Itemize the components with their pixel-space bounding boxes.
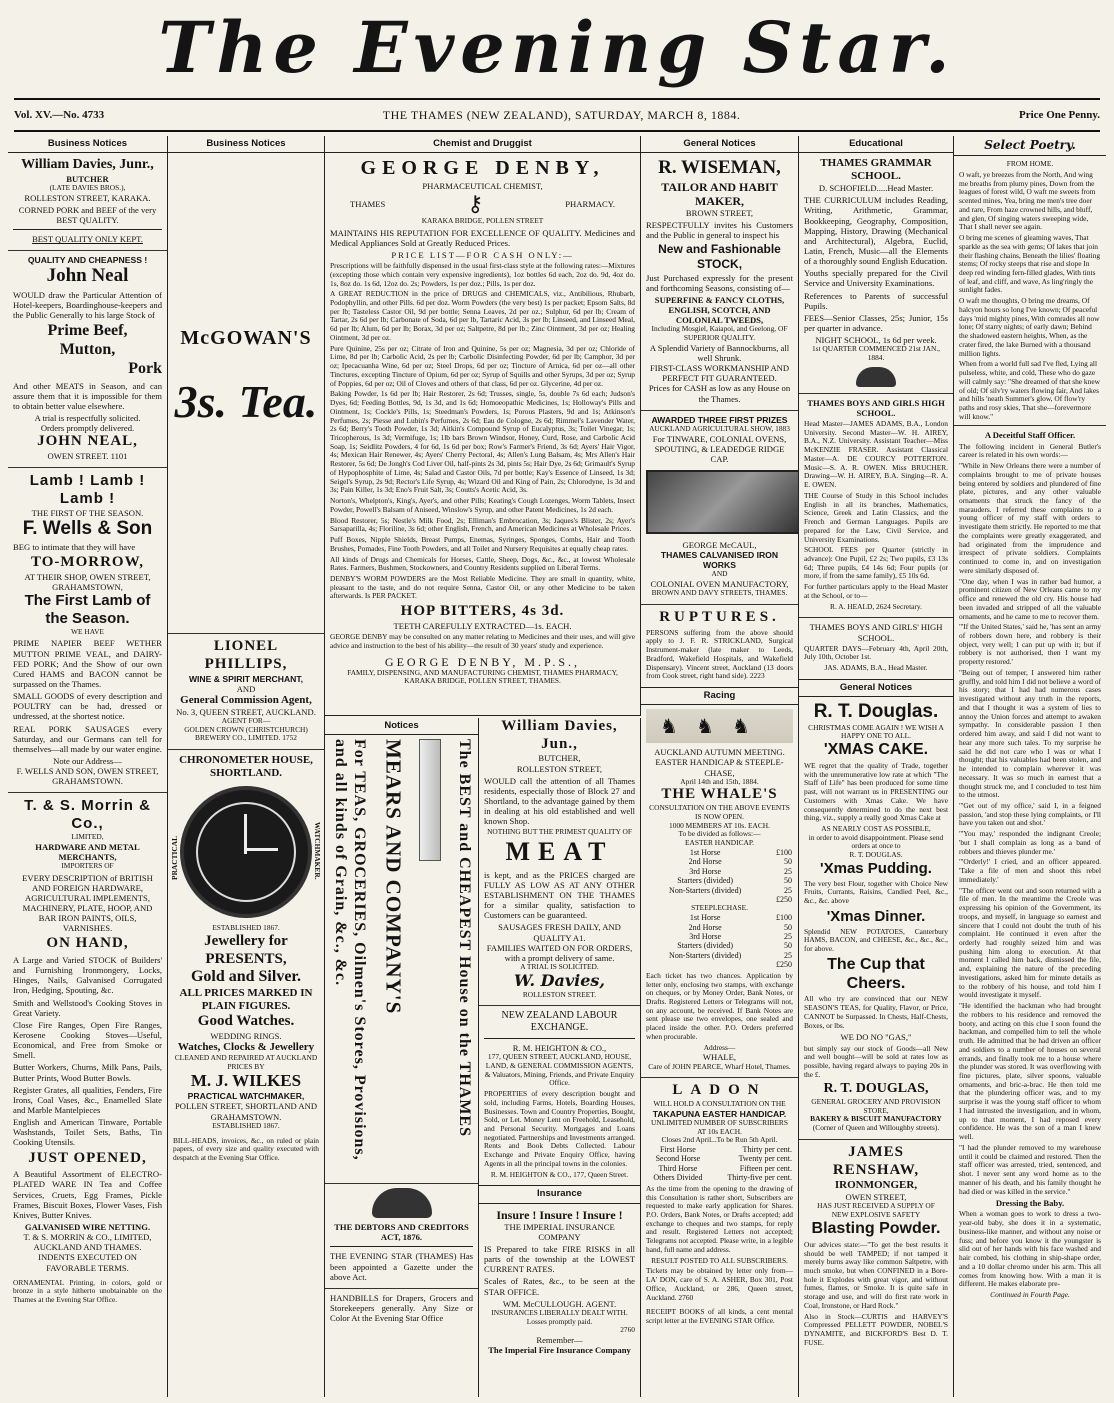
note: A trial is respectfully solicited. [34,413,141,424]
address: ROLLESTON STREET, KARAKA. [24,192,151,203]
colonial-oven-illustration [646,470,799,534]
trade: THAMES CALVANISED IRON WORKS [660,550,779,571]
signature: R. M. HEIGHTON & CO., 177, Queen Street. [490,1169,629,1179]
body: Norton's, Whelpton's, King's, Ayer's, and other Pills; Keating's Cough Lozenges, Worm Tablets, Insect Powder, Powell's Balsam of Aniseed, Winslow's Syrup, and other Patent Medicines, 1s 2d each. [330,496,635,514]
ad-receipt-books: RECEIPT BOOKS of all kinds, a cent mental script letter at the EVENING STAR Office. [646,1307,793,1326]
note: AGENT FOR— [221,715,271,725]
article-paragraph: "I had the plunder removed to my warehouse until it could be claimed and restored. Then the staff officer was arrested, tried, sentenced, and shot. I never sent any word home as to the manner of his death, and his family thought he had died or was killed in the service." [959,1142,1101,1196]
dateline [14,98,1100,132]
body: And other MEATS in Season, and can assure them that it is impossible for them to obtain better value elsewhere. [13,380,162,412]
body: References to Parents of successful Pupils. [804,290,948,311]
ad-imperial-insurance [484,1208,635,1356]
body: NEW EXPLOSIVE SAFETY [831,1210,921,1220]
body: THE Course of Study in this School includes English in all its branches, Mathematics, Science, Greek and Latin Classics, and the French and German Languages. Pupils are prepared for the Law, Civil Service, and University Examinations. [804,490,948,544]
body: Scales of Rates, &c., to be seen at the STAR OFFICE. [484,1276,635,1297]
headline: TAKAPUNA EASTER HANDICAP. [652,1108,787,1119]
body: As the time from the opening to the drawing of this Consultation is rather short, Subscribers are requested to make early application for Shares. P.O. Orders, Bank Notes, or Drafts accepted; add exchange to cheques and two stamps, for reply and result. Registered Letters not accepted; Telegrams not accepted. Please write, in a legible hand, full name and address. [646,1183,793,1254]
product: Mutton, [59,341,116,358]
body: Each ticket has two chances. Application by letter only, enclosing two stamps, with exchange on cheques, or by Money Order, Bank Notes, or Drafts. Registered Letters or Telegrams will not, on any account, be received. If Bank Notes are sent please use two envelopes, one sealed and placed inside the other. P.O. Orders preferred when procurable. [646,970,793,1041]
address: No. 3, QUEEN STREET, AUCKLAND. [176,706,316,717]
address: 177, QUEEN STREET, AUCKLAND, HOUSE, LAND, & GENERAL COMMISSION AGENTS, & Valuators, Mining, Friends, and Private Enquiry Office. [484,1052,635,1088]
body: SCHOOL FEES per Quarter (strictly in advance): One Pupil, £2 2s; Two pupils, £3 13s 6d; Three pupils, £4 14s 6d; Four pupils (or more, if from the same family), £5 10s 6d. [804,545,948,581]
trade: HARDWARE AND METAL MERCHANTS, [35,841,140,862]
body: Also in Stock—CURTIS and HARVEY'S Compressed PELLETT POWDER, NOBEL'S DYNAMITE, and BICKFORD'S Best D. T. FUSE. [804,1311,948,1347]
headline: THE DEBTORS AND CREDITORS ACT, 1876. [334,1222,469,1243]
note: April 14th and 15th, 1884. [680,776,759,786]
headline: Lamb ! Lamb ! Lamb ! [29,472,146,507]
body: REAL PORK SAUSAGES every Saturday, and our Germans can tell for themselves—all made by our water engine. [13,723,162,754]
ad-ladon [646,1082,793,1302]
trade: COLONIAL OVEN MANUFACTORY, [650,579,789,590]
advertiser-name: R. T. DOUGLAS, [823,1081,929,1097]
advertiser-name: William Davies, Junr., [21,157,154,173]
body: Including Mosgiel, Kaiapoi, and Geelong, OF SUPERIOR QUALITY. [651,324,788,343]
label: WATCHMAKER. [313,822,322,880]
article-paragraph: "'Get out of my office,' said I, in a feigned passion, 'and stop these lying complaints, or I'll have you taken out and shot.' [959,800,1101,828]
address: KARAKA BRIDGE, POLLEN STREET [421,215,544,225]
ad-handbills: HANDBILLS for Drapers, Grocers and Storekeepers generally. Any Size or Color At the Evening Star Office [330,1292,473,1324]
signature: T. & S. MORRIN & CO., LIMITED, AUCKLAND AND THAMES. [23,1232,152,1253]
article-paragraph: "'Orderly!' I cried, and an officer appeared. 'Take a file of men and shoot this rebel immediately.' [959,857,1101,884]
note: AUCKLAND AGRICULTURAL SHOW, 1883 [649,423,790,433]
column-chemist [325,136,641,716]
advertiser-name: THE IMPERIAL INSURANCE COMPANY [504,1221,615,1242]
article-paragraph: "Being out of temper, I answered him rather gruffly, and told him I did not believe a word of his story; that I had had numerous cases investigated without any truth in the reports, and that I thought it was a system of lies to annoy the Union forces and attempt to awaken sympathy. In considerable passion I then ordered him away, and said I did not want to hear any more such tales. To my surprise he said he did not care who I was or what I thought; that his valuables had been stolen, and he intended to complain wherever it was necessary. It was so much in earnest that a thought struck me, and I concluded to test him to the utmost. [959,667,1101,800]
advertiser-name: R. M. HEIGHTON & CO., [512,1042,607,1053]
body: The BEST and CHEAPEST House on the THAMES [456,739,473,1138]
address: OWEN STREET. 1101 [47,451,128,462]
headline: Jewellery for PRESENTS, [204,932,288,967]
article-paragraph: The following incident in General Butler's career is related in his own words:— [959,441,1101,460]
body: Tickets may be obtained by letter only from—LA' DON, care of S. A. ASHER, Box 301, Post Office, Auckland, or 286, Queen street, Auckland. 2760 [646,1266,793,1302]
ad-davies-jun [484,718,635,999]
headline: Blasting Powder. [811,1219,941,1237]
subhead: EASTER HANDICAP. [685,838,754,848]
body: Blood Restorer, 5s; Nestle's Milk Food, 2s; Elliman's Embrocation, 3s; Jaques's Blister, 2s; Ayer's Sarsaparilla, 4s; Floriline, 3s 6d; other English, French, and American Medicines at Wholesale Prices. [330,515,635,534]
signature: R. A. HEALD, 2624 Secretary. [830,601,922,611]
body: A GREAT REDUCTION in the price of DRUGS and CHEMICALS, viz., Antibilious, Rhubarb, Podophyllin, and other Pills. 6d per doz. Worm Powders (the very best) 1s per packet; Epsom Salts, 8d per lb; Tasteless Castor Oil, 9d per bottle; Senna Leaves, 2d per oz.; Sulphur, 6d per lb; Cream of Tartar, 2s 6d per lb; Carbonate of Soda, 6d per lb, Tartaric Acid, 3s per lb; Linseed, and Linseed Meal, 6d per lb; Alum, 6d per lb; Borax, 3d per oz; Saltpetre, 8d per lb.; Zinc Ointment, 3d per oz; Healing Ointment, 3d per oz. [330,289,635,342]
ad-mccaul [646,415,793,598]
advertiser-name: LIONEL PHILLIPS, [204,638,288,672]
body: Watches, Clocks & Jewellery [177,1040,315,1053]
note: ESTABLISHED 1867. [212,923,280,933]
product: GALVANISED WIRE NETTING. [24,1221,151,1232]
horse-race-illustration: ♞ ♞ ♞ [646,709,793,743]
column-notices [325,718,479,1397]
headline: WE DO NO "GAS," [840,1032,912,1043]
body: CLEANED AND REPAIRED AT AUCKLAND PRICES BY [174,1052,318,1071]
body: 1000 MEMBERS AT 10s. EACH. [669,820,770,830]
body: PRIME NAPIER BEEF WETHER MUTTON PRIME VEAL, and DAIRY-FED PORK; And the Show of our own Cured HAMS and BACON cannot be surpassed on the Thames. [13,638,162,689]
body: Close Fire Ranges, Open Fire Ranges, Kerosene Cooking Stoves—Useful, Economical, and Free from Smoke or Smell. [13,1019,162,1061]
note: IMPORTERS OF [61,860,114,870]
body: To be divided as follows:— [678,829,761,839]
signature: WHALE, [702,1052,737,1063]
trade: BAKERY & BISCUIT MANUFACTORY [810,1114,942,1124]
article-paragraph: "'You may,' responded the indignant Creole; 'but I shall complain as long as a band of robbers and thieves plunder me.' [959,829,1101,856]
headline: Good Watches. [197,1013,295,1030]
article-paragraph: "One day, when I was in rather bad humor, a prominent citizen of New Orleans came to my office and renewed the old cry. His house had been invaded and stripped of all the valuable ornaments, and he came to me to recover them. [959,576,1101,621]
ad-neal [13,255,162,461]
note: Closes 2nd April...To be Run 5th April. [661,1135,778,1145]
headline: Insure ! Insure ! Insure ! [496,1207,623,1222]
body: Register Grates, all qualities, Fenders, Fire Irons, Coal Vases, &c., Enamelled Slate and Marble Mantelpieces [13,1084,162,1116]
headline: AUCKLAND AUTUMN MEETING. [654,747,785,758]
body: SUPERFINE & FANCY CLOTHS, ENGLISH, SCOTCH, AND COLONIAL TWEEDS, [654,294,785,326]
body: CORNED PORK and BEEF of the very BEST QUALITY. [18,204,157,225]
section-heading: Business Notices [8,136,167,153]
body: WE regret that the quality of Trade, together with the unremunerative low rate at which "The Staff of Life" has been produced for some time past, will not warrant us in PRESENTING our Customers with Xmas Cake. We have consequently determined to do the next best thing, viz., supply a really good Xmas Cake at [804,760,948,823]
body: For TEAS, GROCERIES, Oilmen's Stores, Provisions, and all kinds of Grain, &c., &c. [331,739,368,1161]
body: SMALL GOODS of every description and POULTRY can be had, dressed or undressed, at the shortest notice. [13,691,162,722]
advertiser-name: LADON [672,1082,767,1099]
headline: ON HAND, [46,935,129,952]
body: WOULD call the attention of all Thames residents, especially those of Block 27 and Shortland, to the advantage gained by them in dealing at his old established and well known Shop. [484,775,635,827]
staff: D. SCHOFIELD.....Head Master. [818,183,934,194]
body: WILL HOLD A CONSULTATION ON THE [653,1098,786,1108]
issue-date: THE THAMES (NEW ZEALAND), SATURDAY, MARCH 8, 1884. [382,107,741,122]
body: Our advices state:—"To get the best results it should be well TAMPED; if not tamped it merely burns away like common Saltpetre, with much smoke, but when CONFINED in a Bore-hole it Explodes with great vigor, and without fumes, flames, or Smoke. It is quite safe in storage and use, and will do first rate work in Coal, Ironstone, or Hard Rock." [804,1239,948,1310]
advertiser-name: GEORGE DENBY, [360,157,605,180]
advertiser-name: F. Wells & Son [22,517,153,539]
product: Prime Beef, [47,322,128,340]
trade: GENERAL GROCERY AND PROVISION STORE, [811,1097,941,1115]
ad-high-school [804,398,948,612]
prize-table-handicap: 1st Horse £100 2nd Horse 50 3rd Horse 25 Starters (divided) 50 Non-Starters (divided) 25 £250 [669,847,792,904]
subhead: STEEPLECHASE. [691,903,748,913]
trade: General Commission Agent, [180,693,312,706]
headline: The Cup that Cheers. [827,955,925,992]
poem-stanza: O waft, ye breezes from the North, And wing me breaths from plumy pines, Down from the leagues of forest wild, O waft me sweets from scented mines, Yea, bring me men's tree doer and rare, From haze crowned hills, and bluff, and glen, Of singing waters sweeping wide, That I shall never see again. [959,169,1096,232]
article-paragraph: "The officer went out and soon returned with a file of men. In the meantime the Creole was expressing his opinion of the Government, its troops, and myself, in language so earnest and sincere that I could not doubt the truth of his complaint. He continued it even after the orderly had roughly seized him and was pushing him along to execution. At that moment I called him back, dismissed the file, and, explaining the nature of the preceding investigations, asked him for minute details as to the robbery of his house, and told him I would investigate it myself. [959,885,1101,1000]
body: ALL PRICES MARKED IN PLAIN FIGURES. [179,987,313,1013]
column-poetry [954,136,1106,1397]
address: KARAKA BRIDGE, POLLEN STREET, THAMES. [404,676,561,686]
advertiser-name: THAMES BOYS AND GIRLS' HIGH SCHOOL. [809,622,943,643]
article-paragraph: "While in New Orleans there were a number of complaints brought to me of private houses being entered by soldiers and plundered of fine plate, pictures, and any other valuable ornaments that struck the fancy of the marauders. I referred these complaints to a young officer of my staff with orders to investigate them strictly. He reported to me that the complaints were greatly exaggerated, and had originated from the imprudence and irrespect of private soldiers. Complaints continued to come in, and on investigation were similarly disposed of. [959,461,1101,575]
advertiser-name: MEARS AND COMPANY'S [381,739,406,1015]
note: AND [236,683,256,694]
body: THE EVENING STAR (THAMES) Has been appointed a Gazette under the above Act. [330,1251,473,1282]
address: ROLLESTON STREET. [522,989,597,999]
body: Prescriptions will be faithfully dispensed in the usual first-class style at the following rates:—Mixtures (excepting those which contain very expensive ingredients), 1oz bottles 6d each, 2oz do. 9d, 4oz do. 1s, 8oz do. 1s 6d, 12oz do. 2s; Powders, 1s per doz.; Pills, 1s per doz. [330,261,635,288]
body: DENBY'S WORM POWDERS are the Most Reliable Medicine. They are small in quantity, white, pleasant to the taste, and do not require Senna, Castor Oil, or any other Medicine to be taken afterwards. Is PER PACKET. [330,574,635,601]
body: FEES—Senior Classes, 25s; Junior, 15s per quarter in advance. [804,312,948,333]
poem-stanza: O waft me thoughts, O bring me dreams, Of halcyon hours so long I've known; Of peaceful days 'mid mighty pines, With comrades all now lone; Of starry nights; of early dawn; Behind the shadowed eastern heights, When, as the crater fired, the lake Burned with a thousand million lights. [959,296,1100,358]
column-davies-insurance [479,718,641,1397]
continued-note: Continued in Fourth Page. [990,1290,1070,1300]
note: (LATE DAVIES BROS.), [49,182,126,192]
body: A Beautiful Assortment of ELECTRO-PLATED WARE IN Tea and Coffee Services, Cruets, Egg Frames, Pickle Frames, Biscuit Boxes, Flower Vases, Fish Knives, Butter Knives. [13,1169,162,1220]
address: (Corner of Queen and Willoughby streets). [812,1123,940,1133]
headline: New and Fashionable STOCK, [658,242,781,271]
advertiser-name: JAMES RENSHAW, [832,1143,920,1178]
trade: PRACTICAL WATCHMAKER, [187,1091,305,1102]
ad-billheads: BILL-HEADS, invoices, &c., on ruled or plain papers, of every size and quality executed with despatch at the Evening Star Office. [173,1135,319,1162]
section-heading: General Notices [641,136,798,153]
body: A Splendid Variety of Bannockburns, all well Shrunk. [649,342,790,363]
advertiser-name: The Imperial Fire Insurance Company [488,1345,631,1356]
ad-high-school-quarters [804,622,948,672]
masthead-title: The Evening Star. [158,6,956,89]
body: Pure Quinine, 25s per oz; Citrate of Iron and Quinine, 5s per oz; Magnesia, 3d per oz; Chloride of Lime, 8d per lb; Carbolic Acid, 2s per lb; Carbolic Disinfecting Powder, 6d per lb; Camphor, 3d per oz; Ipecacuanha Wine, 6d per oz; Steel Drops, 6d per oz; Tincture of Arnica, 6d per oz—all other Tinctures, excepting Tincture of Opium, 6d per oz; Syrup of Squills and other Syrups, 3d per oz; Syrup of Poppies, 6d per oz; Oil of Cloves and others of that class, 6d per oz. Glycerine, 4d per oz. [330,343,635,388]
section-heading: Notices [325,718,478,735]
address: AT THEIR SHOP, OWEN STREET, GRAHAMSTOWN, [24,572,151,593]
body: Prices for CASH as low as any House on the Thames. [648,383,791,404]
note: INDENTS EXECUTED ON FAVORABLE TERMS. [38,1252,137,1273]
key-icon: ⚷ [467,190,484,216]
address: BROWN AND DAVY STREETS, THAMES. [651,588,788,598]
headline: JUST OPENED, [28,1149,147,1166]
advertiser-name: M. J. WILKES [190,1071,302,1091]
signature: WM. McCULLOUGH. AGENT. [502,1298,617,1309]
pointing-hand-icon [419,739,441,861]
body: EVERY DESCRIPTION of BRITISH AND FOREIGN HARDWARE, AGRICULTURAL IMPLEMENTS, MACHINERY, PLATE, HOOP, AND BAR IRON PAINTS, OILS, VARNISHES. [22,872,153,934]
body: Just Purchased expressly for the present and forthcoming Seasons, consisting of— [646,272,793,293]
staff: Head Master—JAMES ADAMS, B.A., London University. Second Master—W. H. AIREY, B.A., N.Z. University. Assistant Teacher—Miss McKENZIE FRASER. Assistant Classical Master—A. DE COURCY POTTERTON. Music—S. A. R. OWEN. Miss BRUCHER. Drawing—W. H. AIREY, B.A. Singing—R. A. E. OWEN. [804,419,948,490]
advertiser-name: T. & S. Morrin & Co., [24,797,151,833]
note: ESTABLISHED 1867. [212,1120,280,1130]
body: WOULD draw the Particular Attention of Hotel-keepers, Boardinghouse-keepers and the Public Generally to his large Stock of [13,289,162,320]
body: All kinds of Drugs and Chemicals for Horses, Cattle, Sheep, Dogs, &c., &c., at lowest Wholesale Rates. Farmers, Bushmen, Stockowners, and Country Residents supplied on Liberal Terms. [330,554,635,573]
trade: WINE & SPIRIT MERCHANT, [188,673,304,684]
body: in order to avoid disappointment. Please send orders at once to [808,832,944,851]
headline: The First Lamb of the Season. [24,592,151,627]
headline: AWARDED THREE FIRST PRIZES [651,414,788,425]
tagline: BEST QUALITY ONLY KEPT. [32,234,143,245]
label: PRACTICAL [170,836,179,881]
body: IS Prepared to take FIRE RISKS in all parts of the township at the LOWEST CURRENT RATES. [484,1244,635,1275]
body: HAS JUST RECEIVED A SUPPLY OF [817,1201,935,1211]
body: TEETH CAREFULLY EXTRACTED—1s. EACH. [393,620,572,631]
headline: CHRONOMETER HOUSE, SHORTLAND. [179,754,313,780]
ad-wilkes [170,754,322,1130]
ad-wells [13,472,162,786]
advertiser-name: THAMES BOYS AND GIRLS HIGH SCHOOL. [807,397,945,418]
advertiser-name: McGOWAN'S [180,327,312,350]
body: RESPECTFULLY invites his Customers and the Public in general to inspect his [646,220,793,241]
body: THE CURRICULUM includes Reading, Writing, Arithmetic, Grammar, Bookkeeping, Geography, Composition, Mapping, History, Drawing (Mechanical and Architectural), Algebra, Euclid, Latin, French, Music—all the Elements of a thoroughly sound English Education. [804,195,948,267]
body: NIGHT SCHOOL, 1s 6d per week. [815,335,937,346]
body: Butter Workers, Churns, Milk Pans, Pails, Butter Prints, Wood Butter Bowls. [13,1062,162,1083]
headline: Gold and Silver. [190,968,302,986]
note: INSURANCES LIBERALLY DEALT WITH. Losses promptly paid. [491,1307,628,1326]
ad-morrin [13,797,162,1272]
section-heading: Racing [641,687,798,705]
clock-illustration [180,786,312,918]
body: All who try are convinced that our NEW SEASON'S TEAS, for Quality, Flavor, or Price, CANNOT be Surpassed. In Chests, Half-Chests, Boxes, or lbs. [804,994,948,1030]
ad-heighton [484,1010,635,1179]
body: but simply say our stock of Goods—all New and well bought—will be sold at rates low as possible, having regard always to paying 20s in the £. [804,1043,948,1079]
subhead: PRICE LIST—FOR CASH ONLY:— [391,249,574,260]
signature: JOHN NEAL, [37,433,138,450]
note: GOLDEN CROWN (CHRISTCHURCH) BREWERY CO., LIMITED. 1752 [184,724,308,743]
ad-douglas [804,701,948,1133]
ad-wiseman [646,157,793,403]
column-general-notices [641,136,799,1397]
advertiser-name: THAMES GRAMMAR SCHOOL. [820,157,932,183]
trade: BUTCHER, [538,753,581,764]
article-title: A Deceitful Staff Officer. [984,430,1076,441]
masthead [0,0,1114,96]
poem-title: FROM HOME. [1006,159,1054,169]
advertiser-name: THE WHALE'S [661,786,778,803]
body: CONSULTATION ON THE ABOVE EVENTS IS NOW OPEN. [649,803,790,821]
note: LIMITED, [71,831,104,841]
headline: 'XMAS CAKE. [823,740,929,758]
tagline: CHRISTMAS COME AGAIN ! WE WISH A HAPPY ONE TO ALL. [808,722,944,741]
poem-stanza: When from a world full sad I've fled, Lying all pulseless, white, and cold, These who do gaze will calmly say: "She dreamed of that she knew of old; Of silv'ry waters flowing fair, And lakes and hills 'neath Summer's glow, Of flow'ry paths and rosy skies, That she—forevermore will know." [959,359,1100,421]
article-paragraph: When a woman goes to work to dress a two-year-old baby, she does it in a systematic, business-like manner, and without any noise or fuss; and before you know it the youngster is slid out of her hands with his face washed and hair combed, his clothing in ship-shape order, and a 10 dollar chromo under his arm. This all comes from knowing how. With a man it is different. He makes elaborate pre- [959,1209,1101,1289]
body: Puff Boxes, Nipple Shields, Breast Pumps, Enemas, Syringes, Sponges, Combs, Hair and Tooth Brushes, Pomades, Fine Tooth Powders, and all Toilet and Nursery Requisites at equally cheap rates. [330,535,635,553]
price: Price One Penny. [1019,108,1100,121]
note: Note our Address— [53,755,122,766]
body: Splendid NEW POTATOES, Canterbury HAMS, BACON, and CHEESE, &c., &c., &c., for above. [804,926,948,953]
ad-ruptures [646,609,793,681]
ad-phillips [173,638,319,743]
body: FIRST-CLASS WORKMANSHIP AND PERFECT FIT GUARANTEED. [649,363,790,384]
section-heading: Chemist and Druggist [325,136,640,153]
school-crest-icon [856,367,896,387]
signature: JAS. ADAMS, B.A., Head Master. [824,663,928,673]
signature: GEORGE DENBY, M.P.S., [384,654,581,669]
ad-whales-consultation [646,747,793,1071]
subhead: THE FIRST OF THE SEASON. [31,507,144,518]
product: HOP BITTERS, 4s 3d. [400,603,565,620]
trade: TAILOR AND HABIT MAKER, [661,179,778,208]
body: The very best Flour, together with Choice New Fruits, Currants, Raisins, Candied Peel, &c., &c., &c. above [804,878,948,906]
column-educational [799,136,954,1397]
note: 1st QUARTER COMMENCED 21st JAN., 1884. [811,344,941,362]
body: MAINTAINS HIS REPUTATION FOR EXCELLENCE OF QUALITY. Medicines and Medical Appliances Sold at Greatly Reduced Prices. [330,227,635,248]
body: NOTHING BUT THE PRIMEST QUALITY OF [487,827,632,837]
advertiser-name: William Davies, Jun., [501,718,618,752]
ad-grammar-school [804,157,948,387]
article-paragraph: "He identified the hackman who had brought the robbers to his residence and removed the booty, and acting on this clue I soon found the hackman, and compelled him to tell the whole truth. He admitted that he had driven an officer and soldiers to a number of houses on several errands, and finally took me to a house where the plunder was stored. It was overflowing with fine pictures, plate, silver spoons, valuable ornaments, and bric-a-brac. He then told me that the plundering officer was, and to my surprise it was the young staff officer to whom I had intrusted the investigation, and in whom, up to that moment, I had reposed every confidence. He was the son of a man I knew well. [959,1001,1101,1142]
address: BROWN STREET, [685,207,754,218]
trade: BUTCHER [66,173,109,184]
prize-table-ladon: First Horse Thirty per cent. Second Horse Twenty per cent. Third Horse Fifteen per cent. Others Divided Thirty-five per cent. [653,1145,792,1183]
note: Remember— [536,1335,583,1346]
ad-renshaw [804,1144,948,1348]
body: PERSONS suffering from the above should apply to J. F. R. STRICKLAND, Surgical Instrument-maker (late maker to Leeds, Bradford, Wakefield Hospitals, and Wakefield Dispensary). Vincent street, Auckland (13 doors from Cook street, right hand side). 2223 [646,627,793,681]
body: FAMILIES WAITED ON FOR ORDERS, with a prompt delivery of same. [486,942,633,963]
body: For further particulars apply to the Head Master at the School, or to— [804,582,948,600]
note: Orders promptly delivered. [40,423,135,434]
section-heading: Business Notices [168,136,324,153]
body: is kept, and as the PRICES charged are FULLY AS LOW AS AT ANY OTHER ESTABLISHMENT ON THE THAMES for a similar quality, satisfaction to Customers can be guaranteed. [484,869,635,921]
tagline: QUALITY AND CHEAPNESS ! [27,255,148,266]
ad-davies [13,157,162,244]
ad-ornamental-printing: ORNAMENTAL Printing, in colors, gold or bronze in a style hitherto unobtainable on the Thames at the Evening Star Office. [13,1277,162,1305]
note: WE HAVE [71,626,104,636]
headline: RUPTURES. [659,609,780,625]
body: English and American Tinware, Portable Washstands, Toilet Sets, Baths, Tin Cooking Utensils. [13,1117,162,1148]
note: Address— [703,1042,736,1052]
poem-stanza: O bring me scenes of gleaming waves, That sparkle as the sea with gems; Of lakes that join their flashing chains, Beneath the lilies' floating stems; Of rocky steeps that rise and slope In deep red winding fern-filled glades, With tints of leaf, and cliff, and wave, As ling'ringly the sunlight fades. [959,233,1101,295]
address: POLLEN STREET, SHORTLAND AND GRAHAMSTOWN. [174,1101,318,1122]
column-business-2 [168,136,325,1397]
signature: FAMILY, DISPENSING, AND MANUFACTURING CHEMIST, THAMES PHARMACY, [347,667,618,677]
body: PROPERTIES of every description bought and sold, including Farms, Hotels, Boarding Houses, Businesses. Town and Country Properties, Bought, Sold, or Let. Money Lent on Freehold, Leasehold, and Personal Security. Mortgages and Loans negotiated. Partnerships and Investments arranged. Rents and Book Debts Collected. Labour Exchange and Private Enquiry Office, having Agents in all the principal towns in the colonies. [484,1089,635,1168]
ad-mcgowan [173,157,319,629]
section-heading: Educational [799,136,953,153]
headline: 'Xmas Dinner. [826,907,926,925]
volume-number: Vol. XV.—No. 4733 [14,108,105,121]
address: OWEN STREET, [845,1192,907,1203]
body: UNLIMITED NUMBER OF SUBSCRIBERS AT 10s EACH. [651,1117,788,1136]
section-heading: Select Poetry. [954,136,1106,156]
body: TO-MORROW, [31,554,144,571]
product: Pork [128,359,162,377]
headline: 'Xmas Pudding. [820,859,932,877]
body: Youths specially prepared for the Civil Service and University Examinations. [804,268,948,289]
section-heading: General Notices [799,679,953,697]
signature: R. T. DOUGLAS. [849,850,903,860]
body: A Large and Varied STOCK of Builders' and Furnishing Ironmongery, Locks, Hinges, Nails, Galvanised Corrugated Iron, Hedging, Spouting, &c. [13,955,162,996]
headline: MEAT [505,837,614,867]
note: 2760 [620,1325,635,1335]
body: WEDDING RINGS. [210,1030,282,1041]
body: GEORGE DENBY may be consulted on any matter relating to Medicines and their uses, and will give advice and instruction to the best of his ability—the result of 30 years' study and experience. [330,632,635,650]
body: SAUSAGES FRESH DAILY, AND QUALITY A1. [498,922,621,943]
product-price: 3s. Tea. [174,375,318,427]
advertiser-name: John Neal [46,265,129,287]
ad-debtors-act [330,1188,473,1282]
signature: F. WELLS AND SON, OWEN STREET, GRAHAMSTOWN. [16,766,159,787]
note: AND [711,569,728,579]
body: For TINWARE, COLONIAL OVENS, SPOUTING, & LEADEDGE RIDGE CAP. [652,433,787,464]
address: Care of JOHN PEARCE, Wharf Hotel, Thames. [648,1061,791,1071]
headline: EASTER HANDICAP & STEEPLE-CHASE, [655,757,784,778]
advertiser-name: GEORGE McCAUL, [682,539,757,550]
body: Baking Powder, 1s 6d per lb; Hair Restorer, 2s 6d; Trusses, single, 5s, double 7s 6d each; Judson's Dyes, 6d; Feeding Bottles, 9d, 1s 3d, and 1s 6d; Homoeopathic Medicines, 1s; Holloway's Pills and Ointment, 1s; Cockle's Pills, 1s; Steedman's Powders, 1s; Porous Plasters, 9d and 1s; Atkinson's Perfumes, 2s; Piesse and Lubin's Perfumes, 2s 6d; Eau de Cologne, 2s 6d; Rimmel's Lavender Water, 2s 6d; Berry's Tooth Powder, 1s 3d; Aitkin's Compound Syrup of Eucalyptus, 3s; Toilet Vinegar, 1s; Tricopherous, 1s 3d; Vermifuge, 1s; 1lb bars Brown Windsor, Honey, Curd, Rose, and Carbolic Acid Soap, 1s; Seidlitz Powders, 4 for 6d, 1s 6d per box; Row's Farmer's Friend, 3s 6d; Ayers' Hair Vigor, 4s; Mexican Hair Renewer, 4s; Ayers' Cherry Pectoral, 4s; Allen's Lung Balsam, 4s; Mrs Allen's Hair Restorer, 5s 6d; De Jongh's Cod Liver Oil, half-pints 2s 3d, pints 5s; Hair Dye, 2s 6d; Grimault's Syrup of Hypophosphite of Lime, 4s; Salad and Castor Oils, 7d per bottle; Kay's Essence of Linseed, 1s 3d; Seigel's Syrup, 2s 9d; Rector's Life Syrup, 4s; Wizard Oil and King of Pain, 2s; Chlorodyne, 1s 3d and 3s; Pain Killer, 1s 3d; Eno's Fruit Salt, 3s; Coutts's Acetic Acid, 3s. [330,389,635,495]
section-heading: Insurance [479,1185,640,1203]
headline: NEW ZEALAND LABOUR EXCHANGE. [501,1010,618,1034]
royal-crest-icon [372,1188,432,1218]
address: ROLLESTON STREET, [516,763,603,774]
note: RESULT POSTED TO ALL SUBSCRIBERS. [651,1255,788,1265]
body: AS NEARLY COST AS POSSIBLE, [821,824,931,833]
column-business-1 [8,136,168,1397]
article-paragraph: "'If the United States,' said he, 'has sent an army of robbers down here, and robbery is their object, very well; I can put up with it; but if robbery is not authorised, then I want my property restored.' [959,622,1101,667]
label: THAMES [350,198,386,209]
trade: IRONMONGER, [834,1179,918,1192]
body: BEG to intimate that they will have [13,542,136,553]
body: Smith and Wellstood's Cooking Stoves in Great Variety. [13,997,162,1018]
trade: PHARMACEUTICAL CHEMIST, [422,180,543,191]
prize-table-steeplechase: 1st Horse £100 2nd Horse 50 3rd Horse 25 Starters (divided) 50 Non-Starters (divided) 25 £250 [669,913,792,970]
advertiser-name: R. WISEMAN, [658,157,781,179]
signature: W. Davies, [514,970,605,990]
note: A TRIAL IS SOLICITED. [520,962,599,972]
label: PHARMACY. [565,198,615,209]
article-title: Dressing the Baby. [995,1198,1065,1209]
advertiser-name: R. T. Douglas. [813,701,939,723]
ad-mears [330,739,473,1179]
body: QUARTER DAYS—February 4th, April 20th, July 10th, October 1st. [804,643,948,662]
